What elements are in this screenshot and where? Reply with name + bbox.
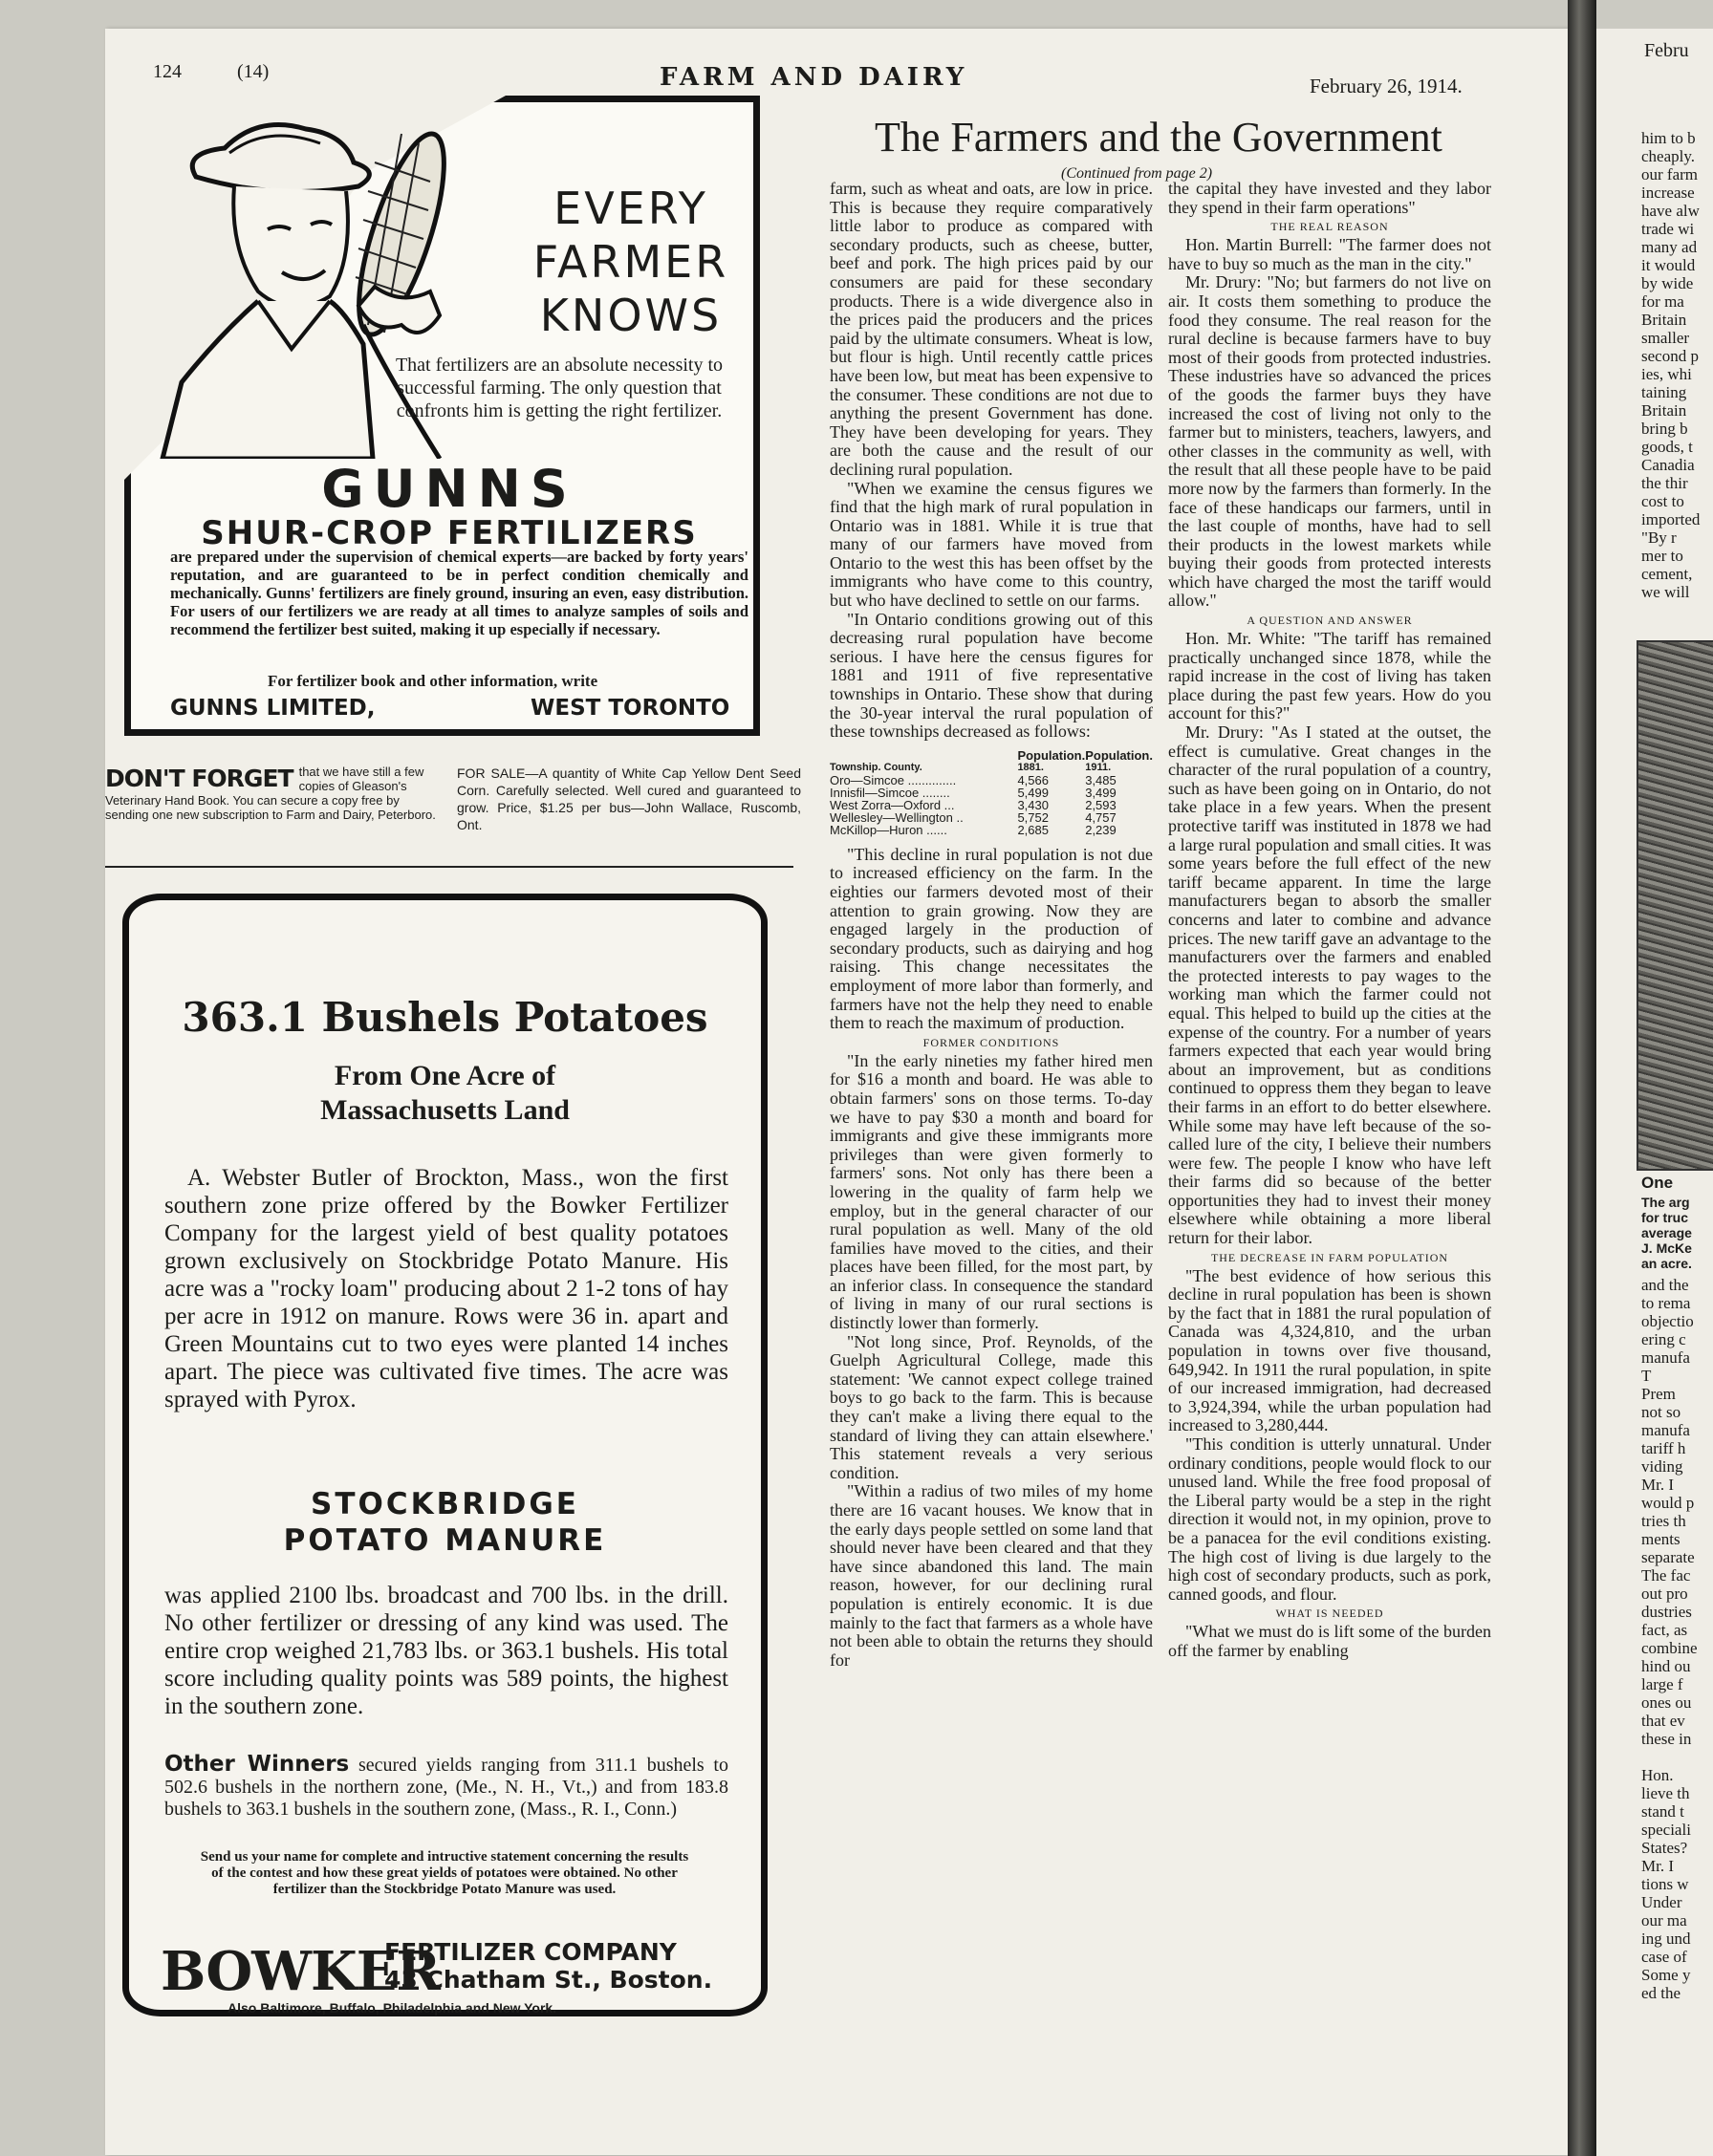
bowker-address [384, 1938, 712, 1994]
text-line: hind ou [1641, 1657, 1691, 1675]
caption-lines [1641, 1195, 1713, 1271]
text-line: tries th [1641, 1512, 1686, 1530]
subhead-decrease: THE DECREASE IN FARM POPULATION [1210, 1250, 1449, 1264]
bowker-subtitle [122, 1059, 768, 1128]
dont-forget-text: that we have still a few copies of Gleason's Veterinary Hand Book. You can secure a copy free by sending one new subscription to Farm and Dairy, Peterboro. [105, 765, 436, 822]
text-line: trade wi [1641, 220, 1695, 238]
text-line: cheaply. [1641, 147, 1696, 165]
table-row [830, 811, 1153, 824]
text-line: average [1641, 1225, 1692, 1240]
text-line: The arg [1641, 1195, 1690, 1210]
text-line: our farm [1641, 165, 1699, 183]
township-cell: McKillop—Huron ...... [830, 822, 947, 837]
text-line: it would [1641, 256, 1696, 274]
paragraph: Mr. Drury: "As I stated at the outset, the effect is cumulative. Great changes in the character of the rural population of a country, such as have been going on in Ontario, do not take place in a few years. When the present protective tariff was instituted in 1878 we had a large rural population and small cities. It was some years before the full effect of the new tariff became apparent. In time the large manufacturers began to absorb the smaller concerns and later to combine and advance prices. The new tariff gave an advantage to the manufacturers over the farmers and enabled the protected interests to pay wages to the working man which the farmer could not equal. This helped to build up the cities at the expense of the country. For a number of years farmers expected that each year would bring about an improvement, but as conditions continued to oppress them they began to leave their farms in an effort to do better elsewhere. While some may have left because of the so-called lure of the city, I believe their numbers were few. The people I know who have left their farms did so because of the better opportunities they had to invest their money elsewhere while obtaining a more liberal return for their labor. [1168, 722, 1491, 1248]
bowker-body-2: was applied 2100 lbs. broadcast and 700 lbs. in the drill. No other fertilizer or dressing of any kind was used. The entire crop weighed 21,783 lbs. or 363.1 bushels. His total score including quality points was 589 points, the highest in the southern zone. [164, 1583, 728, 1719]
gunns-product: SHUR-CROP FERTILIZERS [201, 514, 698, 552]
paragraph: "What we must do is lift some of the burden off the farmer by enabling [1168, 1622, 1491, 1660]
text-line: mer to [1641, 547, 1683, 565]
text-line: we will [1641, 583, 1690, 601]
other-winners-text: secured yields ranging from 311.1 bushels to 502.6 bushels in the northern zone, (Me., N. H., Vt.,) and from 183.8 bushels to 363.1 bushels in the southern zone, (Mass., R. I., Conn.) [164, 1755, 728, 1820]
gunns-brand: GUNNS [321, 459, 577, 519]
pop-1881-cell: 2,685 [1017, 822, 1049, 837]
text-line: case of [1641, 1948, 1687, 1966]
continued-note: (Continued from page 2) [1061, 165, 1213, 182]
binding-gutter [1568, 0, 1596, 2156]
table-header [830, 749, 1017, 762]
text-line: viding [1641, 1457, 1683, 1476]
text-line: ments [1641, 1530, 1680, 1548]
text-line: increase [1641, 183, 1695, 202]
text-line: and the [1641, 1276, 1689, 1294]
text-line: an acre. [1641, 1256, 1692, 1271]
text-line: Under [1641, 1893, 1682, 1911]
text-line: Hon. [1641, 1766, 1674, 1784]
text-line: Canadia [1641, 456, 1695, 474]
article-column-2 [1168, 180, 1491, 1661]
table-row [830, 787, 1153, 799]
gunns-body: are prepared under the supervision of chemical experts—are backed by forty years' reputation, and are guaranteed to be in perfect condition chemically and mechanically. Gunns' fertilizers are finely ground, insuring an even, easy distribution. For users of our fertilizers we are ready at all times to analyze samples of soils and recommend the fertilizer best suited, making it up especially if necessary. [170, 548, 748, 638]
page-number: 124 [153, 61, 182, 82]
subhead-needed: WHAT IS NEEDED [1275, 1606, 1384, 1621]
headline-line: EVERY [553, 183, 708, 234]
pop-1911-cell: 3,499 [1085, 785, 1117, 800]
bowker-send-note: Send us your name for complete and intructive statement concerning the results of the contest and how these great yields of potatoes were obtained. No other fertilizer than the Stockbridge Potato Manure was used. [200, 1849, 689, 1897]
text-line: by wide [1641, 274, 1694, 292]
text-line: bring b [1641, 420, 1688, 438]
text-line: stand t [1641, 1802, 1684, 1821]
text-line: States? [1641, 1839, 1688, 1857]
text-line: J. McKe [1641, 1240, 1692, 1256]
text-line: tariff h [1641, 1439, 1686, 1457]
text-line: the thir [1641, 474, 1688, 492]
text-line: imported [1641, 510, 1701, 528]
text-line: smaller [1641, 329, 1690, 347]
text-line: ed the [1641, 1984, 1681, 2002]
facing-page [1596, 29, 1713, 2156]
article-title: The Farmers and the Government [875, 114, 1442, 161]
text-line: for ma [1641, 292, 1684, 311]
text-line: speciali [1641, 1821, 1691, 1839]
bowker-branches: Also Baltimore, Buffalo, Philadelphia and New York. [228, 2000, 557, 2016]
headline-line: FARMER [532, 236, 729, 288]
table-header: Township. County. [830, 761, 922, 773]
township-cell: Innisfil—Simcoe ........ [830, 785, 950, 800]
text-line: large f [1641, 1675, 1683, 1693]
text-line: The fac [1641, 1566, 1691, 1585]
subhead-former-conditions: FORMER CONDITIONS [922, 1035, 1060, 1049]
other-winners-head: Other Winners [164, 1752, 350, 1777]
divider [105, 866, 793, 868]
subhead-real-reason: THE REAL REASON [1270, 220, 1389, 234]
text-line: second p [1641, 347, 1699, 365]
text-line: not so [1641, 1403, 1681, 1421]
facing-page-column [1641, 129, 1713, 601]
table-row [830, 799, 1153, 811]
township-cell: Oro—Simcoe .............. [830, 772, 957, 787]
paragraph: "Not long since, Prof. Reynolds, of the Guelph Agricultural College, made this statement: 'We cannot expect college trained boys to go back to the farm. This is because they can't make a living there equal to the standard of living they can attain elsewhere.' This statement reveals a very serious condition. [830, 1331, 1153, 1482]
paragraph: the capital they have invested and they labor they spend in their farm operations" [1168, 179, 1491, 217]
text-line: Some y [1641, 1966, 1691, 1984]
text-line: ing und [1641, 1930, 1691, 1948]
pop-1881-cell: 4,566 [1017, 772, 1049, 787]
text-line: taining [1641, 383, 1687, 401]
text-line: fact, as [1641, 1621, 1688, 1639]
paragraph: Mr. Drury: "No; but farmers do not live on air. It costs them something to produce the food they consume. The real reason for the rural decline is because farmers have to buy most of their goods from protected industries. These industries have so advanced the prices of the goods the farmer buys they have increased the cost of living not only to the farmer but to ministers, teachers, lawyers, and other classes in the community as well, with the result that all these people have to be paid more now by the farmers than formerly. In the face of these handicaps our farmers, until in the last couple of months, have had to sell their products in the lowest markets while buying their goods from protected interests which have charged the most the tariff would allow." [1168, 272, 1491, 611]
text-line: Mr. I [1641, 1857, 1674, 1875]
table-row [830, 774, 1153, 787]
pop-1881-cell: 5,499 [1017, 785, 1049, 800]
facing-page-photo [1637, 640, 1713, 1171]
text-line: cost to [1641, 492, 1684, 510]
subtitle-line: From One Acre of [334, 1060, 556, 1091]
facing-page-caption [1641, 1175, 1713, 1271]
section-number: (14) [237, 61, 270, 82]
text-line: dustries [1641, 1603, 1692, 1621]
text-line: these in [1641, 1730, 1692, 1748]
text-line: Mr. I [1641, 1476, 1674, 1494]
text-line: for truc [1641, 1210, 1688, 1225]
issue-date: February 26, 1914. [1310, 75, 1463, 97]
for-sale-notice: FOR SALE—A quantity of White Cap Yellow Dent Seed Corn. Carefully selected. Well cured and guaranteed to grow. Price, $1.25 per bus—John Wallace, Ruscomb, Ont. [457, 765, 801, 832]
facing-page-header: Febru [1644, 40, 1689, 61]
text-line: goods, t [1641, 438, 1693, 456]
township-cell: Wellesley—Wellington .. [830, 809, 964, 825]
pop-1881-cell: 5,752 [1017, 809, 1049, 825]
text-line: Britain [1641, 311, 1687, 329]
text-line: T [1641, 1367, 1652, 1385]
paragraph: "When we examine the census figures we find that the high mark of rural population in Ontario was in 1881. While it is true that many of our farmers have moved from Ontario to the west this has been offset by the immigrants who have come to this country, but who have declined to settle on our farms. [830, 478, 1153, 611]
text-line: ones ou [1641, 1693, 1692, 1712]
paragraph: "Within a radius of two miles of my home there are 16 vacant houses. We know that in the early days people settled on some land that should never have been cleared and that they have since abandoned this land. The main reason, however, for our declining rural population is entirely economic. It is due mainly to the fact that farmers as a whole have not been able to obtain the returns they should for [830, 1481, 1153, 1670]
masthead: FARM AND DAIRY [660, 63, 968, 92]
subhead-question: A QUESTION AND ANSWER [1247, 614, 1413, 628]
text-line: him to b [1641, 129, 1696, 147]
paragraph: Hon. Mr. White: "The tariff has remained practically unchanged since 1878, while the rapid increase in the cost of living has taken place during the past few years. How do you account for this?" [1168, 629, 1491, 723]
caption-head: One [1641, 1174, 1674, 1192]
text-line: separate [1641, 1548, 1695, 1566]
pop-1881-cell: 3,430 [1017, 797, 1049, 812]
dont-forget-notice [105, 765, 445, 822]
paragraph: "The best evidence of how serious this decline in rural population has been is shown by the fact that in 1881 the rural population of Canada was 4,324,810, and the urban population in towns over five thousand, 649,942. In 1911 the rural population, in spite of our increased immigration, had decreased to 3,924,394, while the urban population had increased to 3,280,444. [1168, 1265, 1491, 1435]
text-line: have alw [1641, 202, 1700, 220]
text-line: would p [1641, 1494, 1695, 1512]
township-cell: West Zorra—Oxford ... [830, 797, 955, 812]
text-line: ering c [1641, 1330, 1686, 1348]
headline-line: KNOWS [539, 290, 723, 341]
gunns-write-line: For fertilizer book and other information, write [268, 672, 598, 690]
facing-page-column [1641, 1276, 1713, 2002]
text-line [1641, 1748, 1713, 1766]
paragraph: "In Ontario conditions growing out of this decreasing rural population have become serious. I have here the census figures for 1881 and 1911 of five representative townships in Ontario. These show that during the 30-year interval the rural population of these townships decreased as follows: [830, 609, 1153, 742]
pop-1911-cell: 3,485 [1085, 772, 1117, 787]
text-line: lieve th [1641, 1784, 1690, 1802]
article-column-1 [830, 180, 1153, 1670]
text-line: Prem [1641, 1385, 1676, 1403]
table-header: 1881. [1017, 761, 1044, 773]
dont-forget-head: DON'T FORGET [105, 765, 293, 792]
text-line: "By r [1641, 528, 1677, 547]
subtitle-line: Massachusetts Land [320, 1094, 570, 1126]
pop-1911-cell: 2,593 [1085, 797, 1117, 812]
population-table [830, 749, 1153, 836]
text-line: Britain [1641, 401, 1687, 420]
address-line: 43 Chatham St., Boston. [384, 1966, 713, 1994]
table-header: Population. [1085, 747, 1153, 763]
bowker-body-1: A. Webster Butler of Brockton, Mass., won the first southern zone prize offered by the Bowker Fertilizer Company for the largest yield of best quality potatoes grown exclusively on Stockbridge Potato Manure. His acre was a "rocky loam" producing about 2 1-2 tons of hay per acre in 1912 on manure. Rows were 36 in. apart and Green Mountains cut to two eyes were planted 14 inches apart. The piece was cultivated five times. The acre was sprayed with Pyrox. [164, 1165, 728, 1412]
paragraph: farm, such as wheat and oats, are low in price. This is because they require comparatively little labor to produce as compared with secondary products, such as cheese, butter, beef and pork. The high prices paid by our consumers are paid for these secondary products. There is a wide divergence also in the prices paid the producers and the prices paid by the ultimate consumers. Wheat is low, but flour is high. Until recently cattle prices have been low, but meat has been expensive to the consumer. These conditions are not due to anything the present Government has done. They have been developing for years. They are both the cause and the result of our declining rural population. [830, 179, 1153, 479]
bowker-other-winners [164, 1754, 728, 1821]
product-line: POTATO MANURE [283, 1523, 607, 1558]
text-line: ies, whi [1641, 365, 1692, 383]
text-line: manufa [1641, 1348, 1690, 1367]
paragraph: Hon. Martin Burrell: "The farmer does not have to buy so much as the man in the city." [1168, 235, 1491, 273]
bowker-logo: BOWKER [161, 1940, 440, 2003]
text-line: our ma [1641, 1911, 1687, 1930]
paragraph: "This decline in rural population is not due to increased efficiency on the farm. In the eighties our farmers devoted most of their attention to grain growing. Now they are engaged largely in the production of secondary products, such as dairying and hog raising. This change necessitates the employment of more labor than formerly, and farmers have not the help they need to enable them to reach the maximum of production. [830, 844, 1153, 1033]
pop-1911-cell: 4,757 [1085, 809, 1117, 825]
text-line: many ad [1641, 238, 1698, 256]
text-line: tions w [1641, 1875, 1689, 1893]
bowker-title: 363.1 Bushels Potatoes [182, 994, 708, 1041]
table-header: Population. [1017, 747, 1086, 763]
text-line: cement, [1641, 565, 1693, 583]
bowker-product [122, 1486, 768, 1559]
text-line: manufa [1641, 1421, 1690, 1439]
gunns-headline [488, 182, 774, 342]
paragraph: "In the early nineties my father hired men for $16 a month and board. He was able to obtain farmers' sons on those terms. To-day we have to pay $30 a month and board for immigrants and give these immigrants more privileges than were given formerly to farmers' sons. Not only has there been a lowering in the quality of farm help we employ, but in the general character of our rural population as well. Many of the old families have moved to the cities, and their places have been filled, for the most part, by an inferior class. In consequence the standard of living in many of our rural sections is distinctly lower than formerly. [830, 1050, 1153, 1333]
company-line: FERTILIZER COMPANY [384, 1938, 677, 1966]
product-line: STOCKBRIDGE [311, 1487, 579, 1521]
table-row [830, 824, 1153, 836]
table-header: 1911. [1085, 761, 1112, 773]
gunns-location: WEST TORONTO [531, 696, 730, 721]
text-line: to rema [1641, 1294, 1691, 1312]
text-line: combine [1641, 1639, 1698, 1657]
paragraph: "This condition is utterly unnatural. Under ordinary conditions, people would flock to our unused land. While the free food proposal of the Liberal party would be a step in the right direction it would not, in my opinion, prove to be a panacea for the evil conditions existing. The high cost of living is due largely to the high cost of secondary products, such as pork, canned goods, and flour. [1168, 1434, 1491, 1604]
gunns-company: GUNNS LIMITED, [170, 696, 376, 721]
text-line: that ev [1641, 1712, 1685, 1730]
text-line: out pro [1641, 1585, 1688, 1603]
text-line: objectio [1641, 1312, 1694, 1330]
gunns-intro: That fertilizers are an absolute necessity to successful farming. The only question that confronts him is getting the right fertilizer. [395, 355, 724, 421]
pop-1911-cell: 2,239 [1085, 822, 1117, 837]
